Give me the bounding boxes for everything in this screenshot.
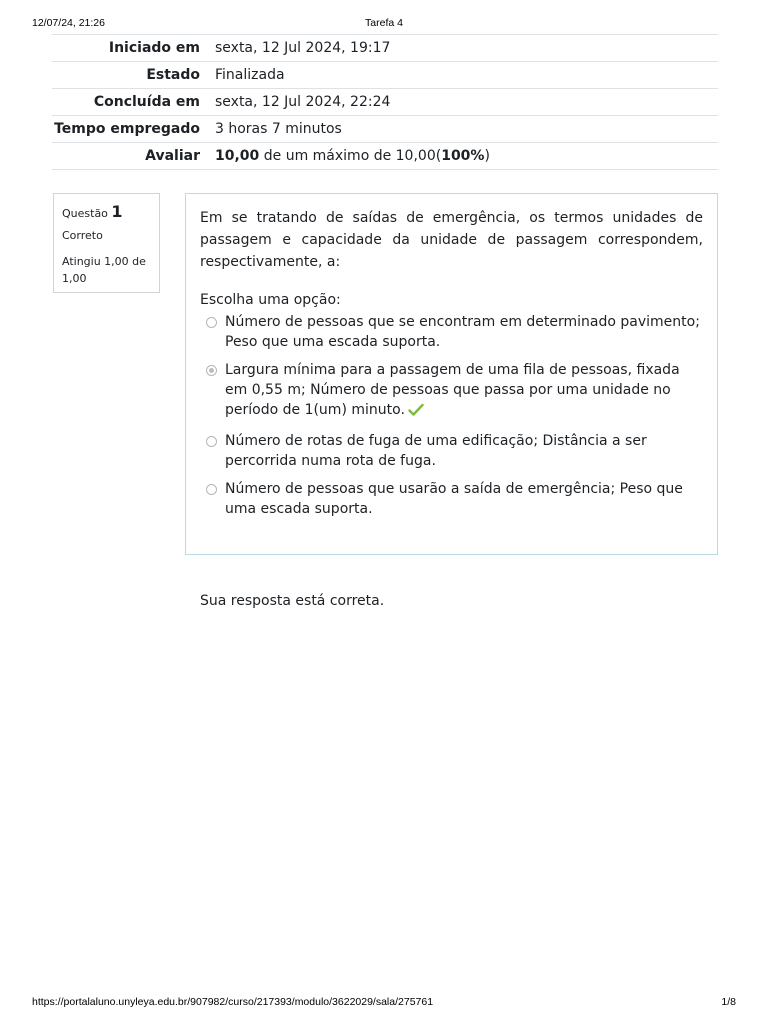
- grade-percent: 100%: [441, 148, 485, 164]
- summary-value: Finalizada: [215, 67, 285, 83]
- question-info-box: [53, 193, 160, 293]
- answer-option-text: Número de pessoas que usarão a saída de emergência; Peso que uma escada suporta.: [225, 481, 683, 517]
- print-page-number: 1/8: [721, 996, 736, 1008]
- question-state: Correto: [62, 229, 103, 242]
- answer-option-d[interactable]: [200, 479, 703, 519]
- summary-row-completed: [52, 89, 718, 116]
- grade-close: ): [484, 148, 490, 164]
- grade-score: 10,00: [215, 148, 260, 164]
- summary-label: Tempo empregado: [54, 121, 200, 137]
- summary-value: 3 horas 7 minutos: [215, 121, 342, 137]
- radio-button[interactable]: [206, 317, 217, 328]
- print-datetime: 12/07/24, 21:26: [32, 17, 105, 29]
- print-footer: [0, 996, 768, 1010]
- summary-value: sexta, 12 Jul 2024, 19:17: [215, 40, 391, 56]
- question-text: Em se tratando de saídas de emergência, os termos unidades de passagem e capacidade da unidade de passagem correspondem, respectivamente, a:: [200, 210, 703, 270]
- question-label: Questão: [62, 207, 108, 220]
- question-number: [62, 203, 151, 223]
- answer-option-a[interactable]: [200, 312, 703, 352]
- radio-button[interactable]: [206, 436, 217, 447]
- answer-option-text: Largura mínima para a passagem de uma fila de pessoas, fixada em 0,55 m; Número de pessoas que passa por uma unidade no período de 1(um) minuto.: [225, 362, 680, 418]
- answer-prompt: Escolha uma opção:: [200, 292, 341, 308]
- summary-row-grade: [52, 143, 718, 170]
- print-url: https://portalaluno.unyleya.edu.br/907982/curso/217393/modulo/3622029/sala/275761: [32, 996, 434, 1008]
- answer-option-text: Número de rotas de fuga de uma edificação; Distância a ser percorrida numa rota de fuga.: [225, 433, 647, 469]
- print-title: Tarefa 4: [365, 17, 403, 29]
- answer-option-text: Número de pessoas que se encontram em determinado pavimento; Peso que uma escada suporta.: [225, 314, 700, 350]
- question-number-value: 1: [111, 202, 123, 221]
- grade-text: de um máximo de 10,00(: [259, 148, 442, 164]
- answer-option-b[interactable]: [200, 360, 703, 423]
- summary-label: Estado: [146, 67, 200, 83]
- check-icon: [408, 403, 424, 423]
- summary-row-time-taken: [52, 116, 718, 143]
- question-formulation: [185, 193, 718, 555]
- radio-button-selected[interactable]: [206, 365, 217, 376]
- radio-button[interactable]: [206, 484, 217, 495]
- summary-label: Avaliar: [145, 148, 200, 164]
- print-header: [0, 17, 768, 31]
- summary-row-state: [52, 62, 718, 89]
- question-grade: Atingiu 1,00 de 1,00: [62, 255, 146, 285]
- answer-option-text-wrap: [225, 360, 703, 423]
- attempt-summary-table: [52, 34, 718, 170]
- summary-label: Iniciado em: [108, 40, 200, 56]
- summary-value: sexta, 12 Jul 2024, 22:24: [215, 94, 391, 110]
- summary-label: Concluída em: [93, 94, 200, 110]
- answer-options: [200, 312, 703, 519]
- summary-grade-value: [215, 143, 718, 169]
- answer-option-c[interactable]: [200, 431, 703, 471]
- summary-row-started: [52, 35, 718, 62]
- answer-feedback: Sua resposta está correta.: [200, 593, 385, 609]
